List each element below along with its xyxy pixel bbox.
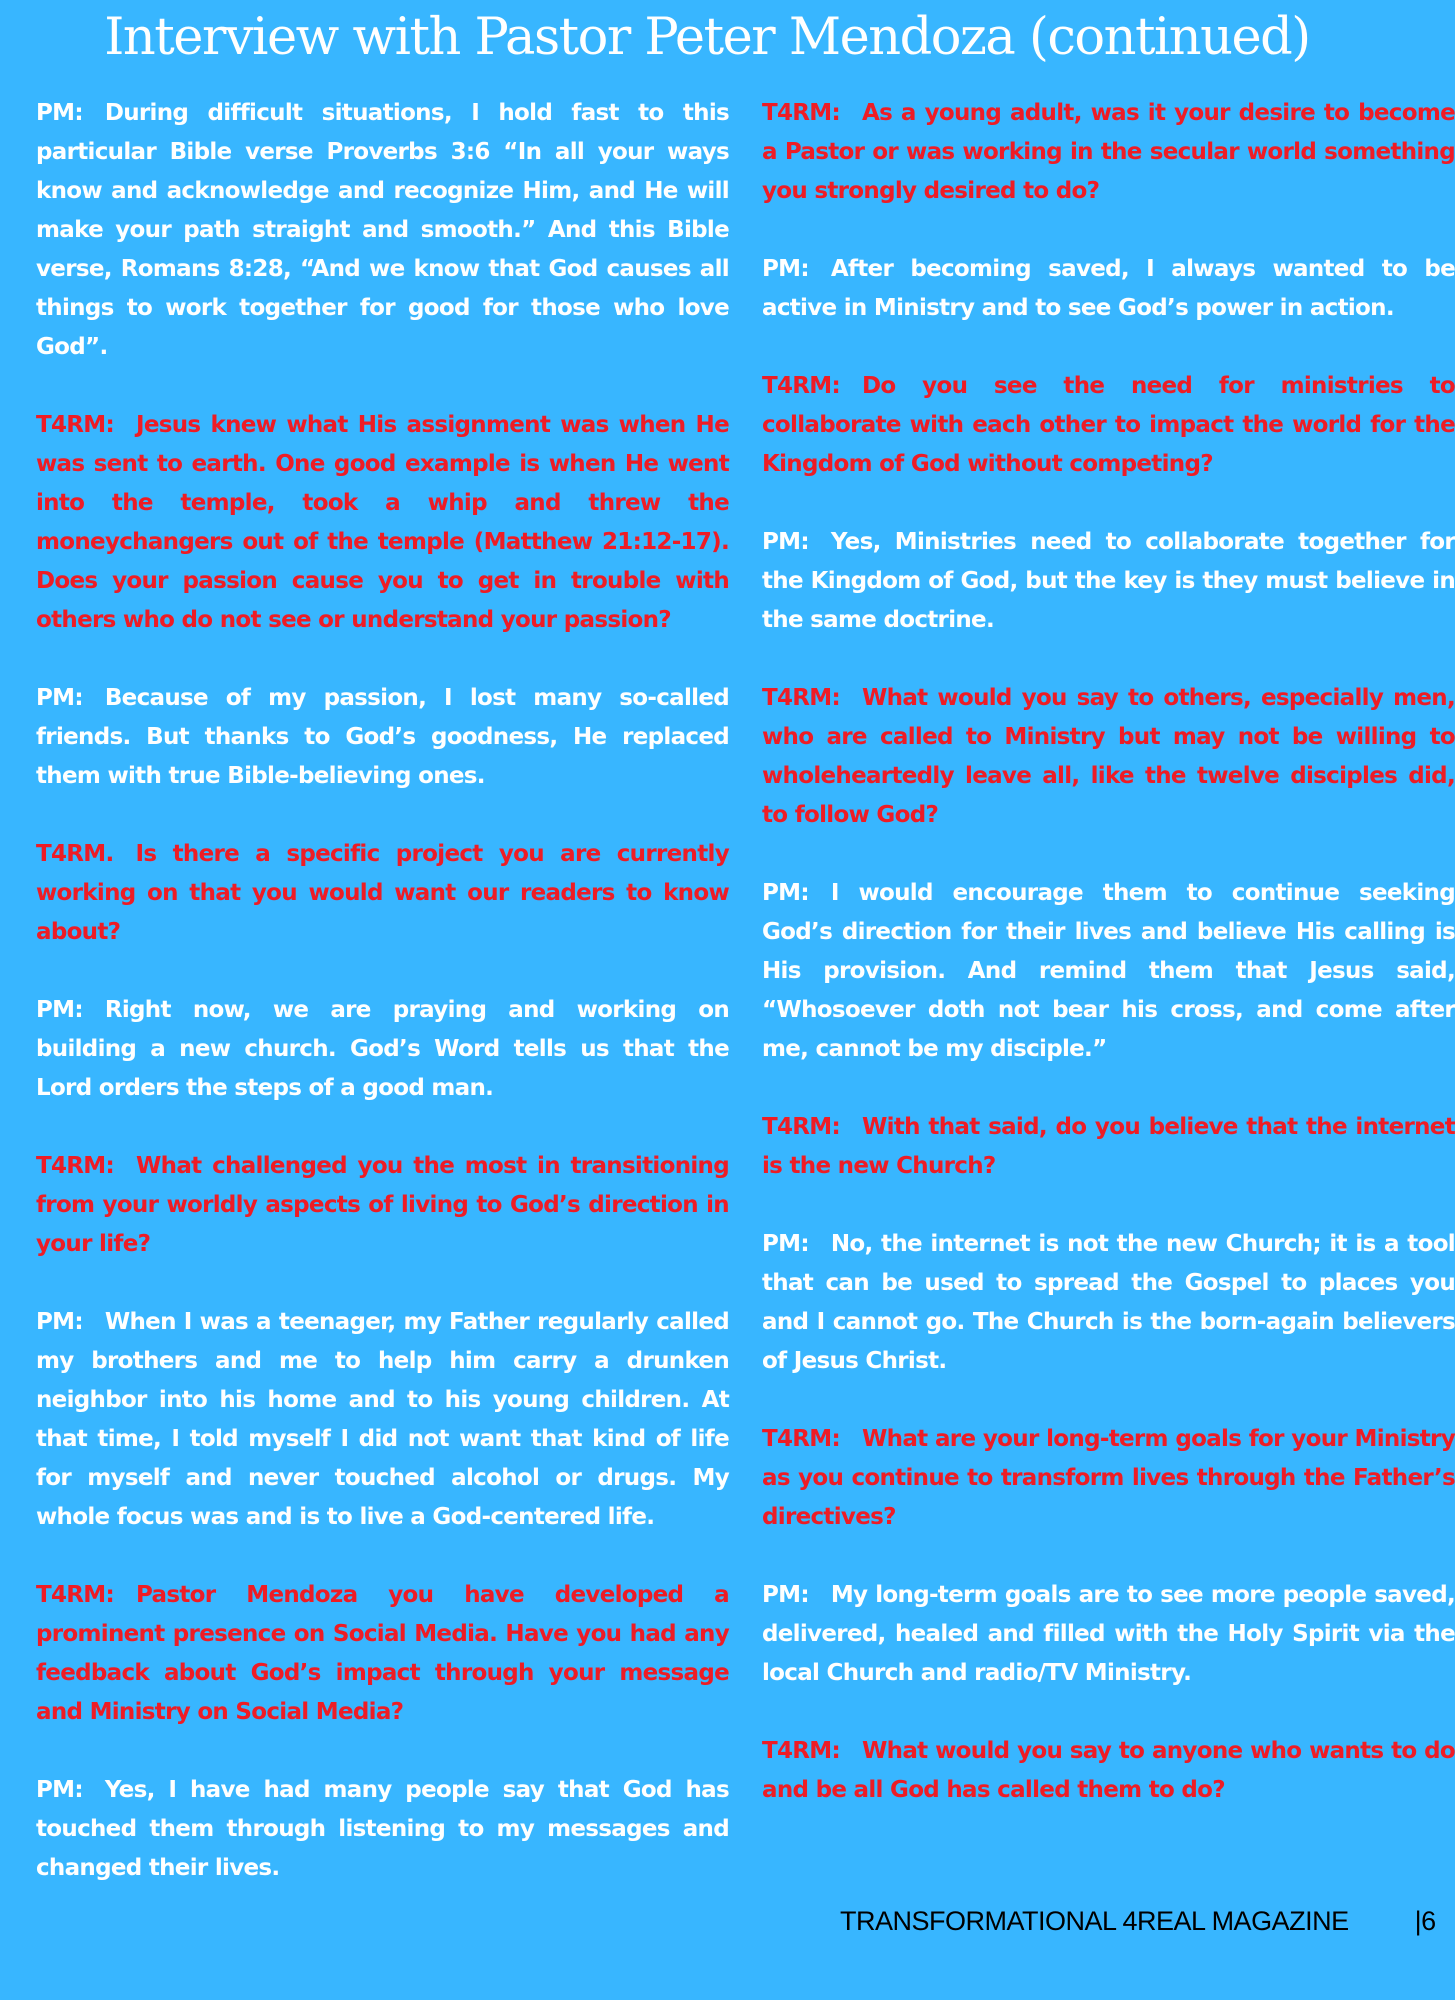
entry-text: Because of my passion, I lost many so-called friends. But thanks to God’s goodness, He replaced them with true Bible-believing ones. [36, 685, 729, 789]
interview-question [36, 406, 729, 640]
speaker-label: PM: [36, 997, 83, 1023]
interview-question [36, 1147, 729, 1264]
speaker-label: T4RM: [36, 1153, 114, 1179]
speaker-label: T4RM: [762, 1114, 840, 1140]
speaker-label: PM: [762, 529, 809, 555]
interview-answer [762, 523, 1455, 640]
entry-text: No, the internet is not the new Church; it is a tool that can be used to spread the Gospel to places you and I cannot go. The Church is the born-again believers of Jesus Christ. [762, 1231, 1455, 1374]
speaker-label: T4RM: [36, 412, 114, 438]
interview-answer [36, 1303, 729, 1537]
entry-text: During difficult situations, I hold fast to this particular Bible verse Proverbs 3:6 “In all your ways know and acknowledge and recognize Him, and He will make your path straight and smooth.” And this Bible verse, Romans 8:28, “And we know that God causes all things to work together for good for those who love God”. [36, 100, 729, 360]
entry-text: Yes, Ministries need to collaborate together for the Kingdom of God, but the key is they must believe in the same doctrine. [762, 529, 1455, 633]
interview-answer [762, 1225, 1455, 1381]
entry-text: Right now, we are praying and working on building a new church. God’s Word tells us that the Lord orders the steps of a good man. [36, 997, 729, 1101]
interview-question [762, 1732, 1455, 1810]
entry-text: Pastor Mendoza you have developed a prominent presence on Social Media. Have you had any feedback about God’s impact through your message and Ministry on Social Media? [36, 1582, 729, 1725]
interview-answer [36, 991, 729, 1108]
entry-text: As a young adult, was it your desire to become a Pastor or was working in the secular world something you strongly desired to do? [762, 100, 1455, 204]
interview-question [762, 367, 1455, 484]
page-footer [840, 1906, 1436, 1937]
entry-text: What would you say to others, especially men, who are called to Ministry but may not be willing to wholeheartedly leave all, like the twelve disciples did, to follow God? [762, 685, 1455, 828]
speaker-label: T4RM: [762, 1738, 840, 1764]
entry-text: Jesus knew what His assignment was when He was sent to earth. One good example is when He went into the temple, took a whip and threw the moneychangers out of the temple (Matthew 21:12-17). Does your passion cause you to get in trouble with others who do not see or understand your passion? [36, 412, 729, 633]
interview-question [36, 1576, 729, 1732]
entry-text: I would encourage them to continue seeking God’s direction for their lives and believe His calling is His provision. And remind them that Jesus said, “Whosoever doth not bear his cross, and come after me, cannot be my disciple.” [762, 880, 1455, 1062]
entry-text: After becoming saved, I always wanted to be active in Ministry and to see God’s power in action. [762, 256, 1455, 321]
entry-text: What challenged you the most in transitioning from your worldly aspects of living to God’s direction in your life? [36, 1153, 729, 1257]
speaker-label: T4RM: [762, 100, 840, 126]
speaker-label: PM: [36, 1777, 83, 1803]
speaker-label: PM: [762, 880, 809, 906]
speaker-label: T4RM: [762, 373, 840, 399]
speaker-label: PM: [36, 100, 83, 126]
interview-question [36, 835, 729, 952]
entry-text: My long-term goals are to see more people saved, delivered, healed and filled with the Holy Spirit via the local Church and radio/TV Ministry. [762, 1582, 1455, 1686]
speaker-label: PM: [762, 1582, 809, 1608]
speaker-label: PM: [36, 685, 83, 711]
speaker-label: PM: [762, 1231, 809, 1257]
page-title: Interview with Pastor Peter Mendoza (continued) [104, 8, 1310, 67]
interview-answer [36, 94, 729, 367]
right-column [762, 94, 1455, 1849]
interview-question [762, 1420, 1455, 1537]
entry-text: What would you say to anyone who wants to do and be all God has called them to do? [762, 1738, 1455, 1803]
entry-text: Do you see the need for ministries to collaborate with each other to impact the world for the Kingdom of God without competing? [762, 373, 1455, 477]
speaker-label: T4RM: [762, 685, 840, 711]
interview-answer [36, 679, 729, 796]
entry-text: When I was a teenager, my Father regularly called my brothers and me to help him carry a drunken neighbor into his home and to his young children. At that time, I told myself I did not want that kind of life for myself and never touched alcohol or drugs. My whole focus was and is to live a God-centered life. [36, 1309, 729, 1530]
interview-question [762, 94, 1455, 211]
interview-answer [762, 1576, 1455, 1693]
interview-question [762, 679, 1455, 835]
speaker-label: T4RM. [36, 841, 114, 867]
entry-text: With that said, do you believe that the internet is the new Church? [762, 1114, 1455, 1179]
entry-text: Yes, I have had many people say that God has touched them through listening to my messages and changed their lives. [36, 1777, 729, 1881]
speaker-label: T4RM: [36, 1582, 114, 1608]
page-number: |6 [1414, 1906, 1436, 1936]
entry-text: Is there a specific project you are currently working on that you would want our readers to know about? [36, 841, 729, 945]
magazine-name: TRANSFORMATIONAL 4REAL MAGAZINE [840, 1906, 1349, 1936]
interview-answer [762, 250, 1455, 328]
interview-question [762, 1108, 1455, 1186]
speaker-label: PM: [36, 1309, 83, 1335]
interview-answer [762, 874, 1455, 1069]
entry-text: What are your long-term goals for your Ministry as you continue to transform lives through the Father’s directives? [762, 1426, 1455, 1530]
speaker-label: T4RM: [762, 1426, 840, 1452]
left-column [36, 94, 729, 1927]
speaker-label: PM: [762, 256, 809, 282]
interview-answer [36, 1771, 729, 1888]
